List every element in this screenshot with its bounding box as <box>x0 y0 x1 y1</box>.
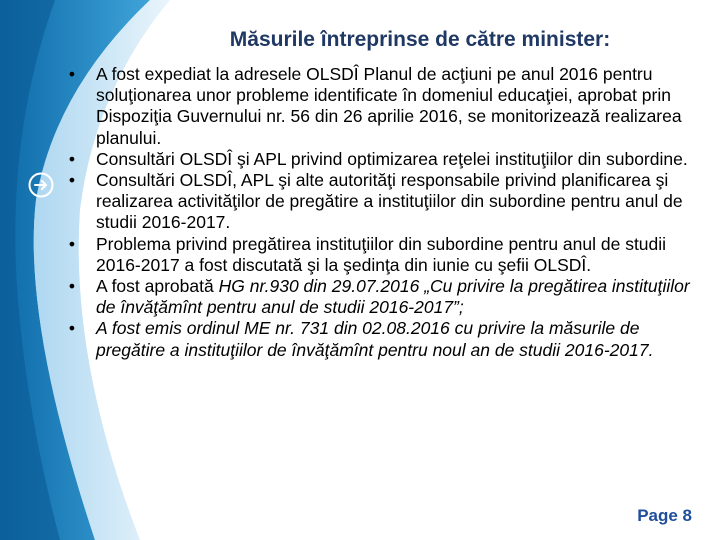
bullet-list <box>62 64 702 361</box>
bullet: • <box>68 148 76 169</box>
list-item-text: Problema privind pregătirea instituţiilor din subordine pentru anul de studii 2016-2017 a fost discutată şi la şedinţa din iunie cu şefii OLSDÎ. <box>96 233 667 275</box>
list-item <box>62 170 702 234</box>
slide-title: Măsurile întreprinse de către minister: <box>229 28 611 51</box>
list-item <box>62 276 702 318</box>
list-item <box>62 64 702 149</box>
bullet: • <box>68 64 76 84</box>
bullet: • <box>68 170 76 191</box>
list-item <box>62 149 702 170</box>
list-item-text: Consultări OLSDÎ, APL şi alte autorităţi responsabile privind planificarea şi realizarea activităţilor de pregătire a instituţiilor din subordine pentru anul de studii 2016-2017. <box>96 170 683 233</box>
list-item-text: A fost expediat la adresele OLSDÎ Planul de acţiuni pe anul 2016 pentru soluţionarea unor probleme identificate în domeniul educaţiei, aprobat prin Dispoziţia Guvernului nr. 56 din 26 aprilie 2016, se monitorizează realizarea planului. <box>96 64 682 148</box>
page-number: Page 8 <box>637 506 692 525</box>
list-item-italic-text: A fost emis ordinul ME nr. 731 din 02.08.2016 cu privire la măsurile de pregătire a instituţiilor de învăţămînt pentru noul an de studii 2016-2017. <box>96 318 654 360</box>
list-item-text: Consultări OLSDÎ şi APL privind optimizarea reţelei instituţiilor din subordine. <box>96 148 688 169</box>
bullet: • <box>68 276 76 297</box>
list-item <box>62 234 702 276</box>
bullet: • <box>68 318 76 339</box>
list-item-italic-text: HG nr.930 din 29.07.2016 „Cu privire la pregătirea instituţiilor de învăţămînt pentru anul de studii 2016-2017”; <box>96 276 690 318</box>
arrow-right-circle-icon <box>28 172 54 198</box>
list-item-text: A fost aprobată <box>96 276 219 297</box>
bullet: • <box>68 233 76 254</box>
list-item <box>62 318 702 360</box>
